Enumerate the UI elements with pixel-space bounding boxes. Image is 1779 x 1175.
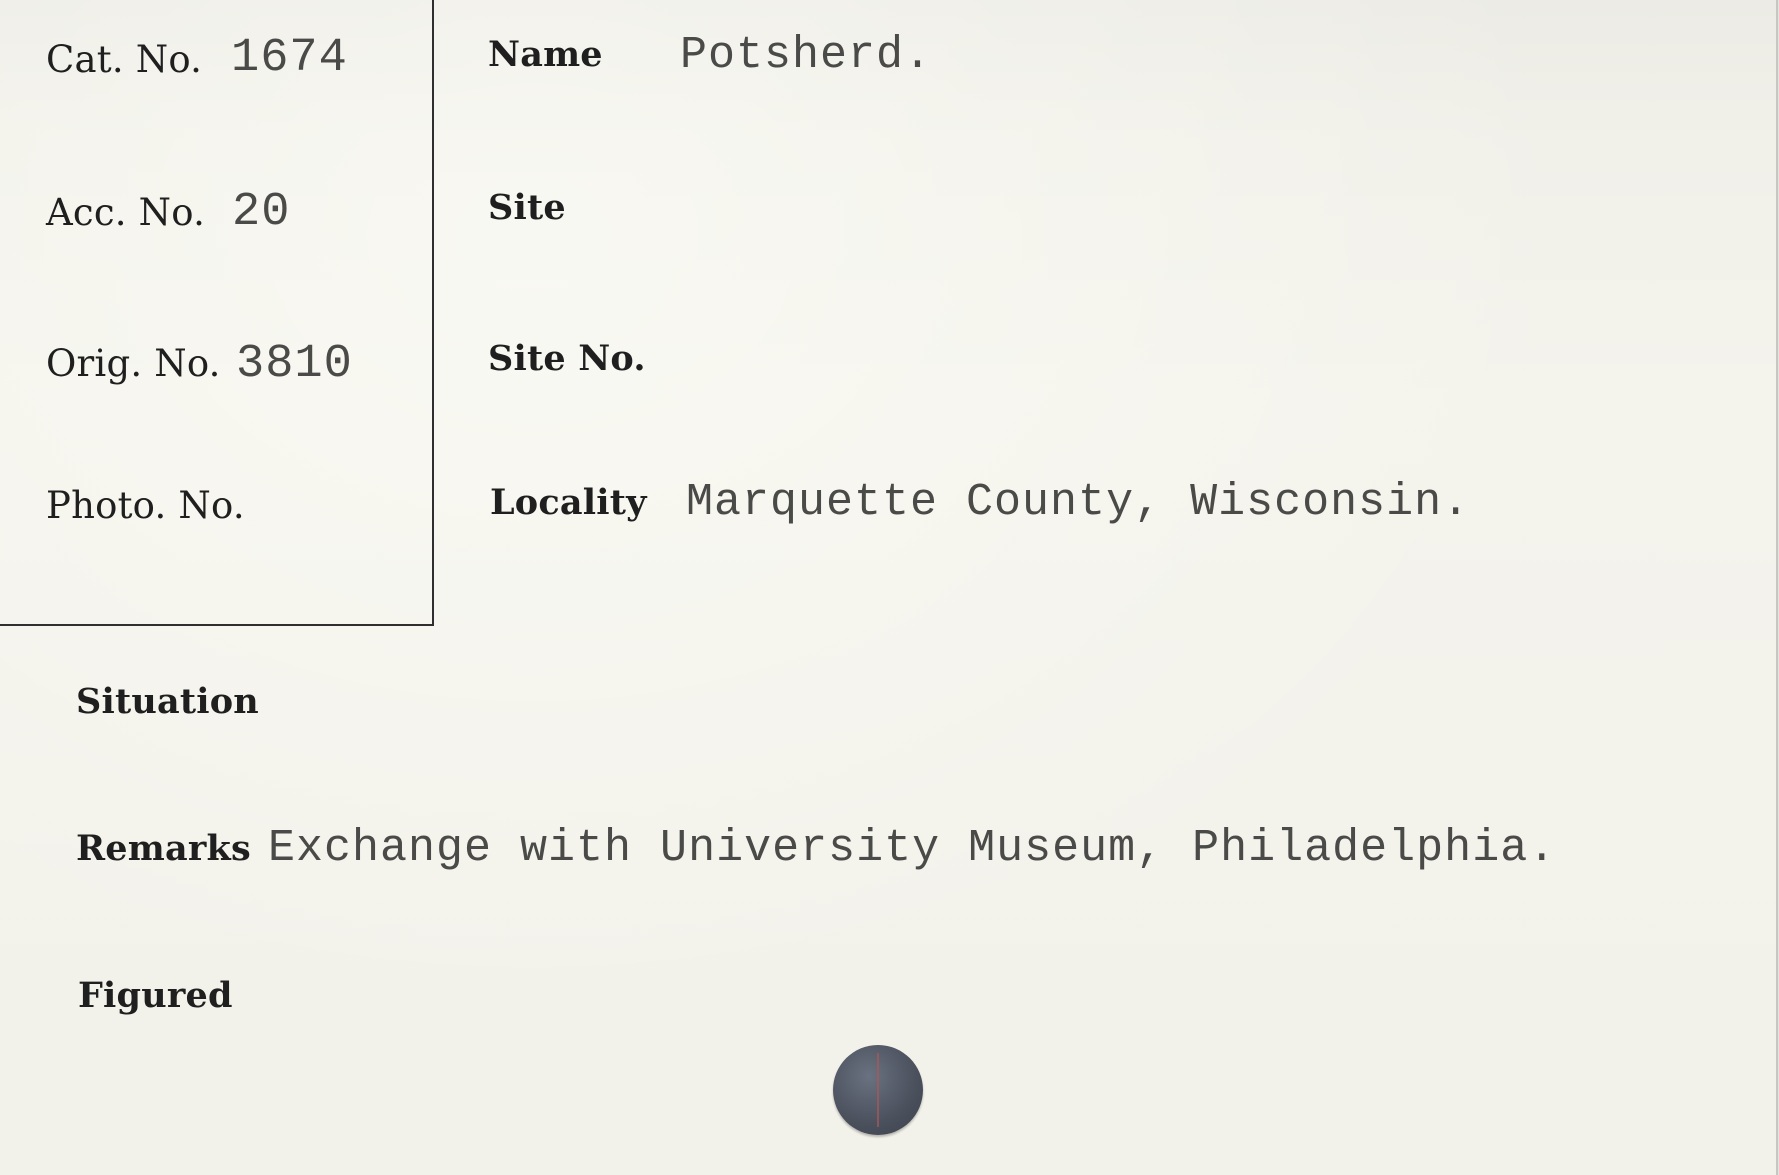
cat-no-label: Cat. No. [46, 38, 203, 81]
identification-box [0, 0, 434, 626]
orig-no-value: 3810 [236, 338, 353, 391]
punch-hole [833, 1045, 923, 1135]
situation-label: Situation [76, 681, 259, 722]
orig-no-label: Orig. No. [46, 342, 221, 385]
site-no-label: Site No. [488, 338, 646, 379]
photo-no-label: Photo. No. [46, 484, 245, 527]
acc-no-label: Acc. No. [46, 191, 206, 234]
cat-no-value: 1674 [231, 32, 348, 85]
locality-value: Marquette County, Wisconsin. [686, 477, 1471, 528]
name-value: Potsherd. [680, 30, 933, 81]
remarks-value: Exchange with University Museum, Philadelphia. [268, 823, 1557, 874]
site-label: Site [488, 187, 566, 228]
acc-no-value: 20 [232, 186, 291, 239]
remarks-label: Remarks [76, 828, 251, 869]
locality-label: Locality [490, 482, 647, 523]
figured-label: Figured [78, 975, 233, 1016]
name-label: Name [488, 34, 603, 75]
